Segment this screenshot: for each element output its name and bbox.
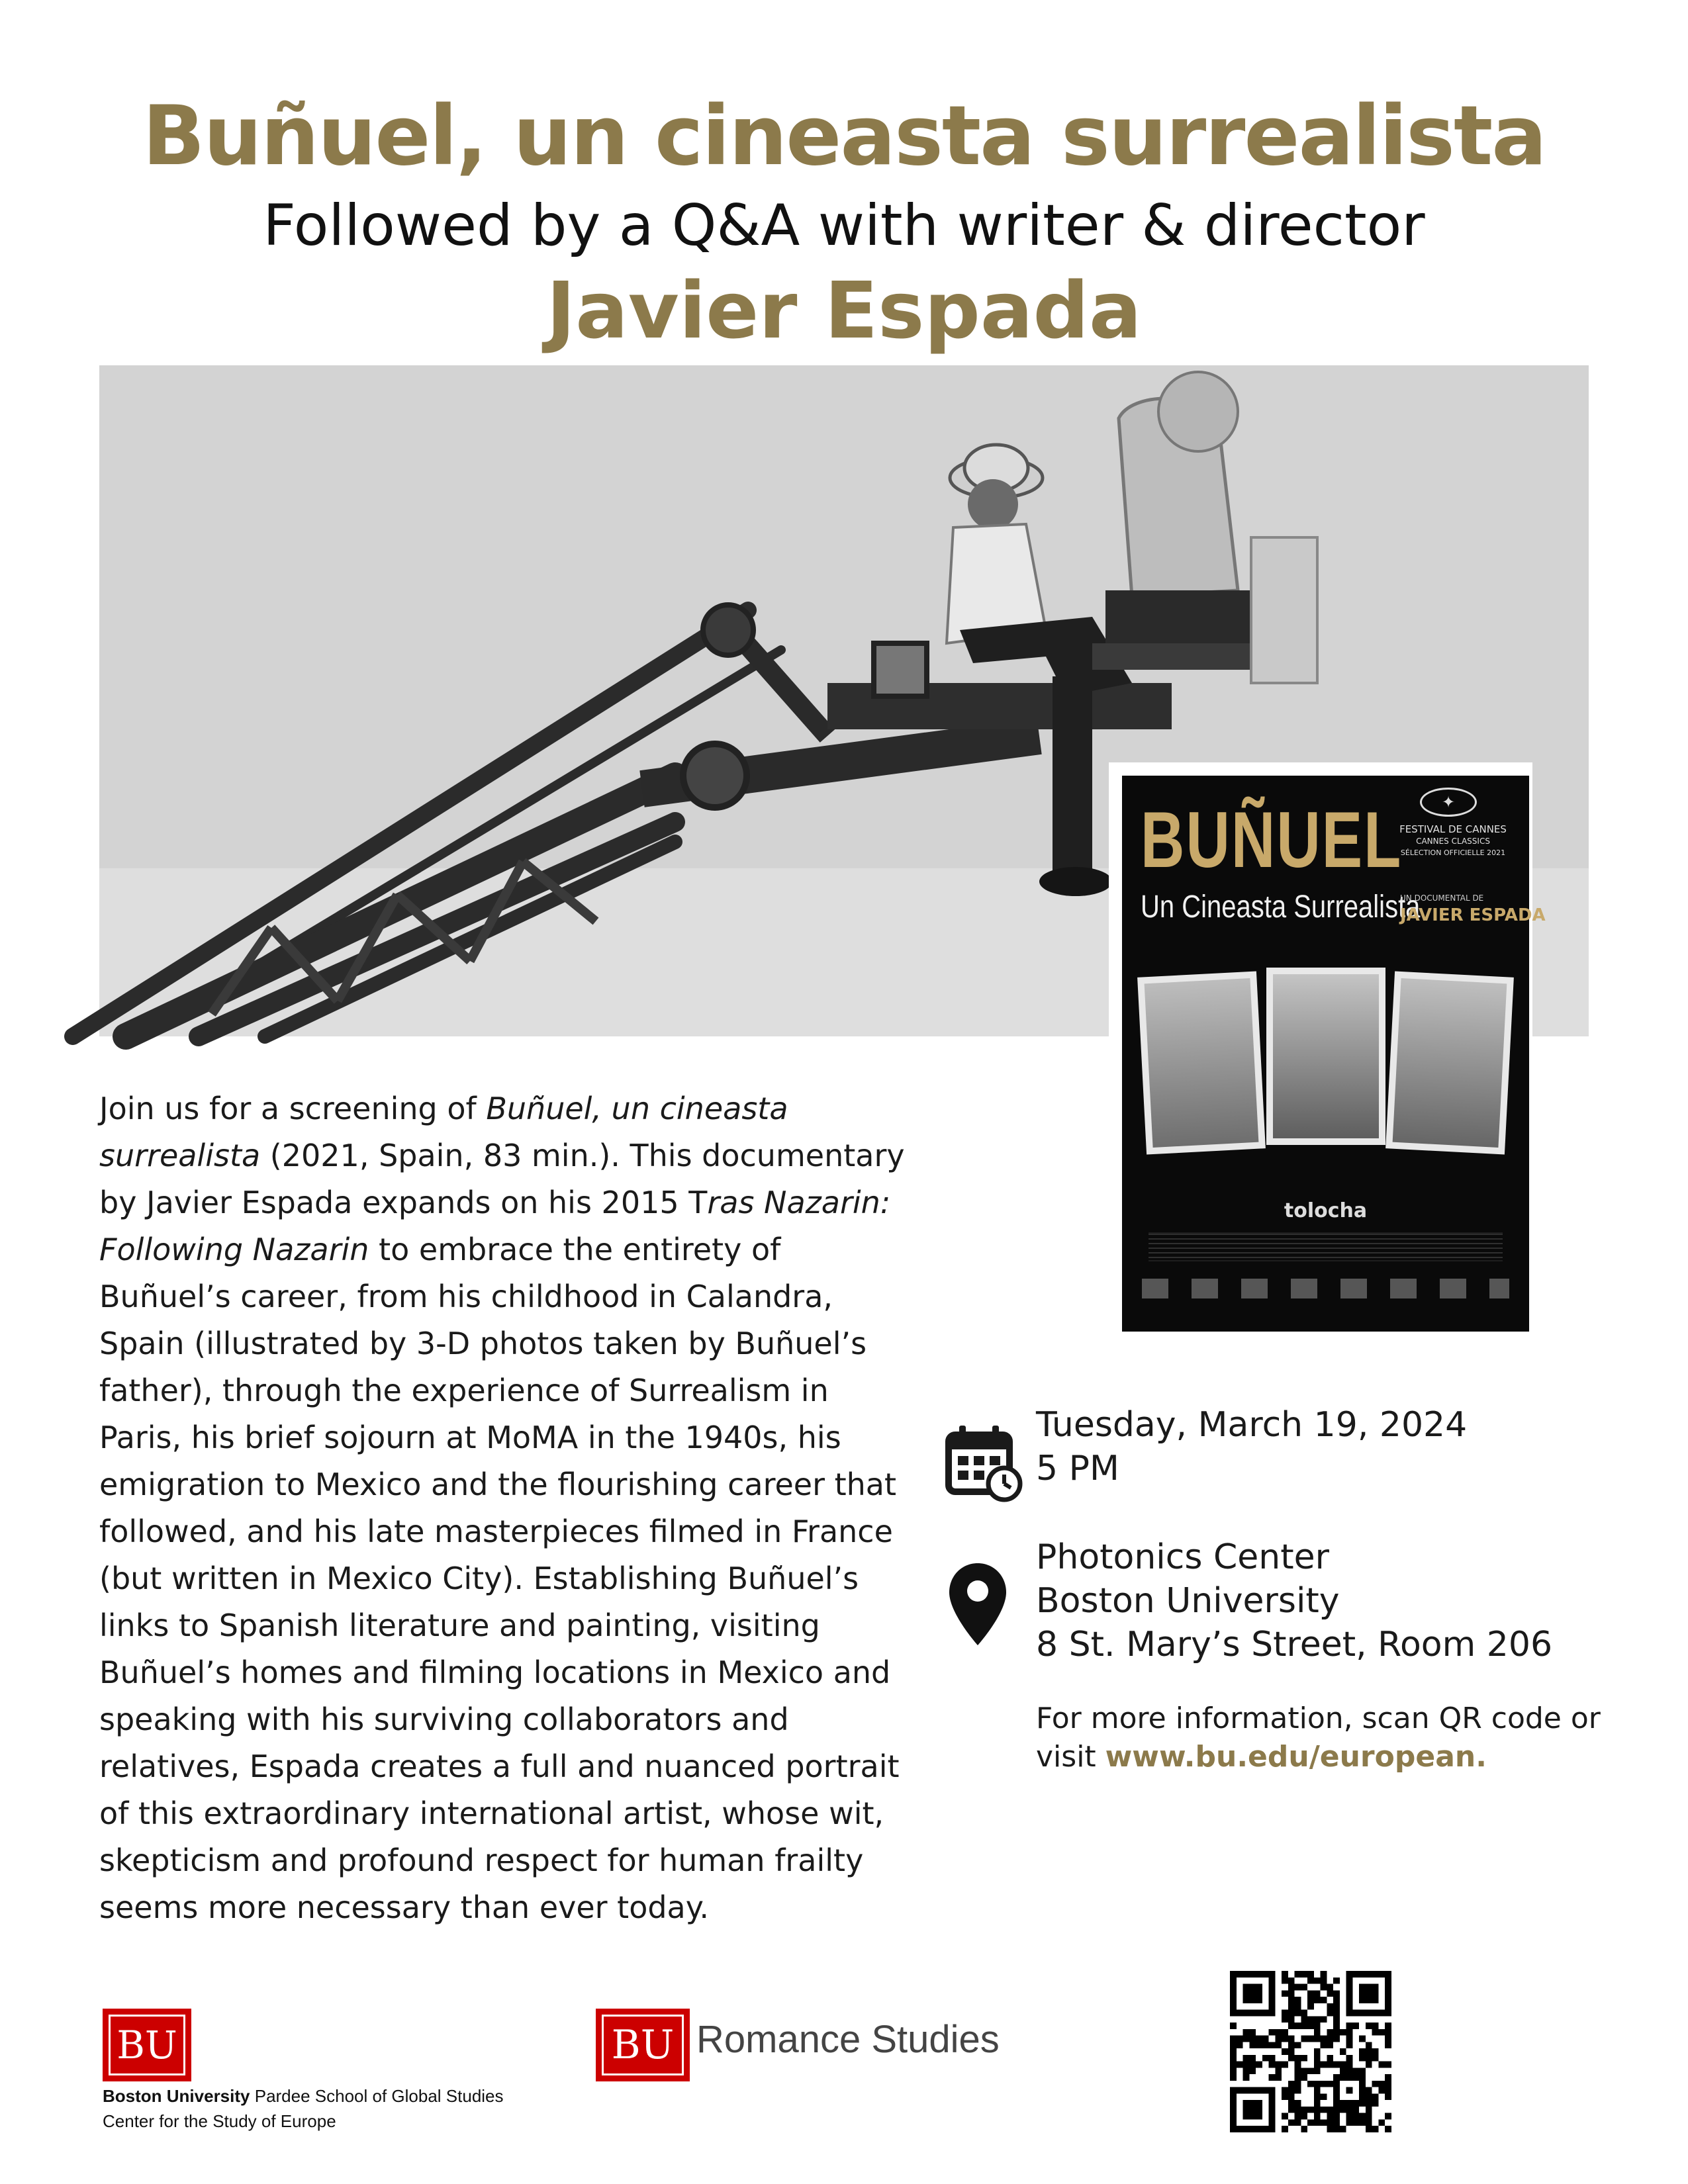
- venue-address: 8 St. Mary’s Street, Room 206: [1036, 1625, 1553, 1664]
- speaker-name: Javier Espada: [546, 265, 1142, 356]
- poster-sponsor-logos: [1142, 1279, 1509, 1298]
- event-datetime: [1036, 1403, 1467, 1490]
- event-location: [1036, 1535, 1552, 1666]
- poster-producer: tolocha: [1284, 1199, 1368, 1222]
- more-info: For more information, scan QR code or visit www.bu.edu/european.: [1036, 1702, 1601, 1774]
- film-poster: [1122, 776, 1546, 1332]
- pardee-school-label: Boston University Pardee School of Global Studies Center for the Study of Europe: [103, 2086, 504, 2131]
- poster-subtitle: Un Cineasta Surrealista: [1141, 889, 1421, 925]
- institution-name: Boston University: [1036, 1581, 1340, 1621]
- map-pin-icon: [948, 1562, 1008, 1647]
- qr-code-icon: [1230, 1971, 1391, 2132]
- venue-name: Photonics Center: [1036, 1537, 1329, 1577]
- calendar-clock-icon: [943, 1423, 1023, 1502]
- bu-logo: BU: [596, 2009, 690, 2081]
- poster-credits: [1149, 1232, 1503, 1261]
- previous-film-italic: ras Nazarin: Following Nazarin: [99, 1185, 891, 1267]
- romance-studies-label: Romance Studies: [696, 2018, 1000, 2061]
- bu-logo: BU: [103, 2009, 191, 2081]
- poster-photo-panel: [1266, 968, 1385, 1145]
- poster-director: JAVIER ESPADA: [1400, 905, 1546, 925]
- event-subtitle: Followed by a Q&A with writer & director: [263, 193, 1425, 259]
- film-title-italic: Buñuel, un cineasta surrealista: [99, 1091, 788, 1173]
- festival-label: FESTIVAL DE CANNES CANNES CLASSICS SÉLECTION OFFICIELLE 2021: [1399, 823, 1507, 857]
- event-date: Tuesday, March 19, 2024: [1036, 1405, 1468, 1445]
- event-title: Buñuel, un cineasta surrealista: [142, 89, 1546, 184]
- poster-photo-panel: [1137, 971, 1266, 1154]
- event-description: Join us for a screening of Buñuel, un cineasta surrealista (2021, Spain, 83 min.). This documentary by Javier Espada expands on his 2015 Tras Nazarin: Following Nazarin to embrace the entirety of Buñuel’s career, from his childhood in Calandra, Spain (illustrated by 3-D photos taken by Buñuel’s father), through the experience of Surrealism in Paris, his brief sojourn at MoMA in the 1940s, his emigration to Mexico and the flourishing career that followed, and his late masterpieces filmed in France (but written in Mexico City). Establishing Buñuel’s links to Spanish literature and painting, visiting Buñuel’s homes and filming locations in Mexico and speaking with his surviving collaborators and relatives, Espada creates a full and nuanced portrait of this extraordinary international artist, whose wit, skepticism and profound respect for human frailty seems more necessary than ever today.: [99, 1091, 905, 1925]
- poster-title: BUÑUEL: [1141, 796, 1403, 884]
- website-link[interactable]: www.bu.edu/european.: [1105, 1740, 1487, 1774]
- poster-photo-panel: [1385, 971, 1514, 1154]
- poster-doc-label: UN DOCUMENTAL DE: [1400, 893, 1484, 903]
- event-time: 5 PM: [1036, 1449, 1119, 1488]
- cannes-palm-icon: ✦: [1420, 788, 1477, 817]
- qr-code[interactable]: [1230, 1971, 1391, 2132]
